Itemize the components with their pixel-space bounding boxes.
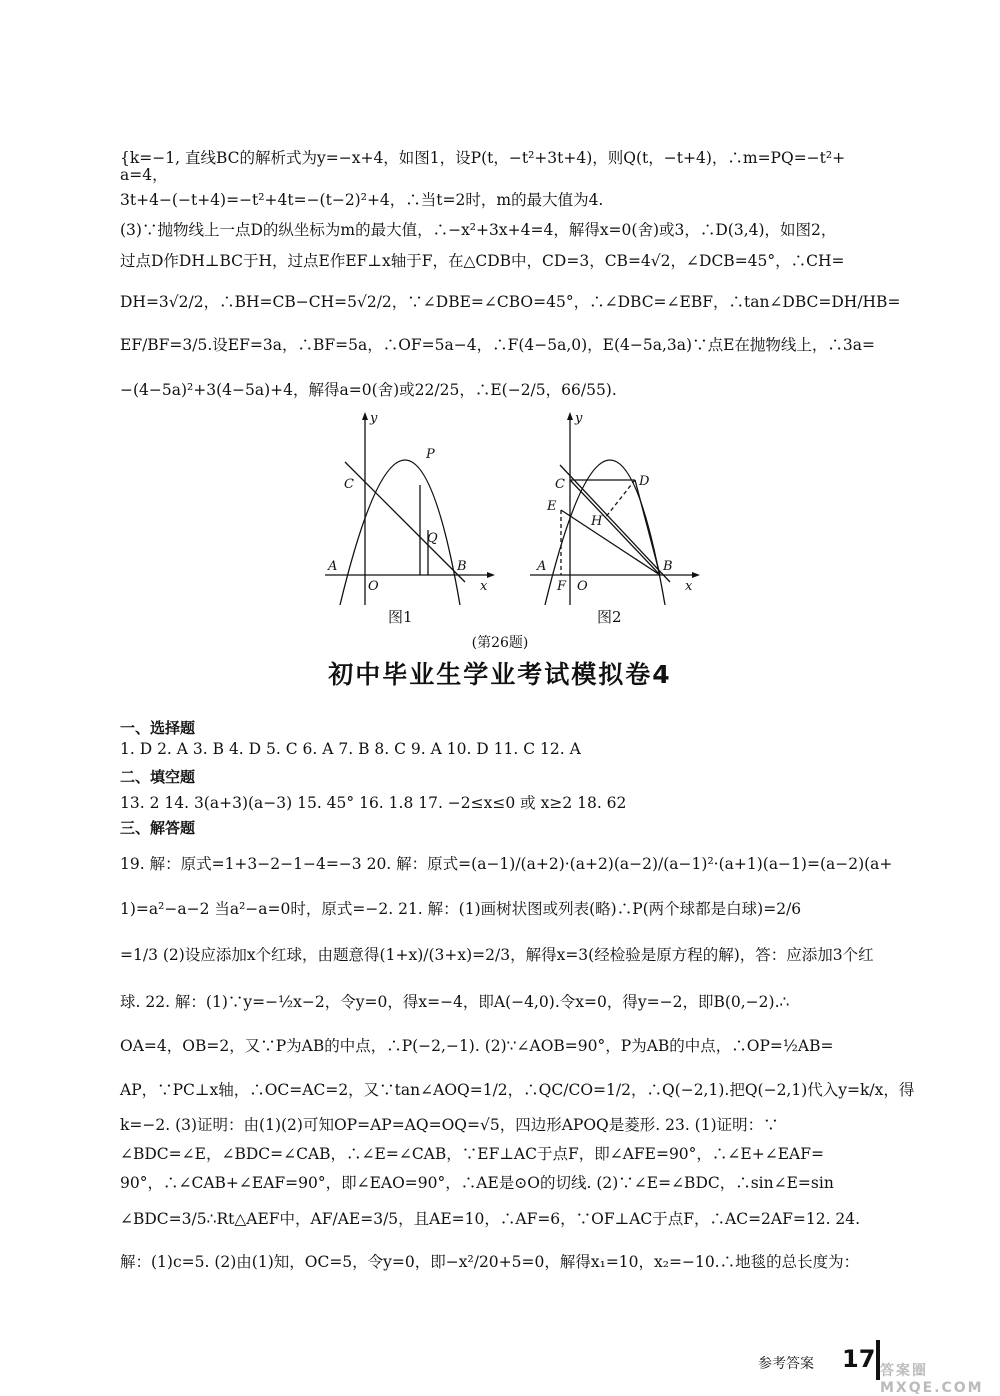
- footer-label: 参考答案: [758, 1356, 814, 1372]
- fig2-label-a: A: [537, 559, 547, 574]
- page-number: 17: [842, 1345, 876, 1373]
- solve-line-6: AP，∵PC⊥x轴，∴OC=AC=2，又∵tan∠AOQ=1/2，∴QC/CO=1/2，∴Q(−2,1).把Q(−2,1)代入y=k/x，得: [120, 1081, 915, 1099]
- watermark: 答案圈 MXQE.COM: [880, 1363, 984, 1396]
- fig2-label-e: E: [547, 499, 557, 514]
- fig2-label-y: y: [575, 411, 583, 426]
- choice-answers: 1. D 2. A 3. B 4. D 5. C 6. A 7. B 8. C 9. A 10. D 11. C 12. A: [120, 740, 581, 758]
- prev-line-4: (3)∵抛物线上一点D的纵坐标为m的最大值，∴−x²+3x+4=4，解得x=0(舍)或3，∴D(3,4)，如图2，: [120, 221, 837, 239]
- fig1-label-a: A: [328, 559, 338, 574]
- fig1-parabola: [340, 460, 460, 605]
- prev-line-6: DH=3√2/2，∴BH=CB−CH=5√2/2，∵∠DBE=∠CBO=45°，∴∠DBC=∠EBF，∴tan∠DBC=DH/HB=: [120, 293, 901, 311]
- fig1-label-b: B: [457, 559, 467, 574]
- exam-title: 初中毕业生学业考试模拟卷4: [328, 660, 672, 689]
- fig2-label-b: B: [663, 559, 673, 574]
- solve-line-5: OA=4，OB=2，又∵P为AB的中点，∴P(−2,−1). (2)∵∠AOB=90°，P为AB的中点，∴OP=½AB=: [120, 1037, 834, 1055]
- prev-line-5: 过点D作DH⊥BC于H，过点E作EF⊥x轴于F，在△CDB中，CD=3，CB=4√2，∠DCB=45°，∴CH=: [120, 252, 845, 270]
- solve-line-7: k=−2. (3)证明：由(1)(2)可知OP=AP=AQ=OQ=√5，四边形APOQ是菱形. 23. (1)证明：∵: [120, 1116, 779, 1134]
- fig2-label-h: H: [591, 514, 603, 529]
- prev-line-7: EF/BF=3/5.设EF=3a，∴BF=5a，∴OF=5a−4，∴F(4−5a,0)，E(4−5a,3a)∵点E在抛物线上，∴3a=: [120, 336, 875, 354]
- fig1-label-q: Q: [427, 531, 438, 546]
- fig2-label-o: O: [577, 579, 588, 594]
- fig2-label-x: x: [685, 579, 693, 594]
- figure-1: [320, 410, 500, 610]
- figure-2: [525, 410, 705, 610]
- solve-heading: 三、解答题: [120, 819, 196, 837]
- fig1-label-p: P: [426, 447, 435, 462]
- solve-line-1: 19. 解：原式=1+3−2−1−4=−3 20. 解：原式=(a−1)/(a+2)·(a+2)(a−2)/(a−1)²·(a+1)(a−1)=(a−2)(a+: [120, 855, 893, 873]
- fig1-label-y: y: [370, 411, 378, 426]
- fig2-label-c: C: [555, 477, 565, 492]
- prev-line-8: −(4−5a)²+3(4−5a)+4，解得a=0(舍)或22/25，∴E(−2/5，66/55).: [120, 381, 617, 399]
- fig2-line-cb: [560, 465, 670, 582]
- prev-line-1: {k=−1, 直线BC的解析式为y=−x+4，如图1，设P(t，−t²+3t+4)，则Q(t，−t+4)，∴m=PQ=−t²+: [120, 149, 846, 167]
- fig1-caption: 图1: [388, 608, 413, 626]
- fig2-segment-cb: [570, 480, 660, 575]
- solve-line-10: ∠BDC=3/5∴Rt△AEF中，AF/AE=3/5，且AE=10，∴AF=6，∵OF⊥AC于点F，∴AC=2AF=12. 24.: [120, 1210, 861, 1228]
- problem-caption: (第26题): [471, 635, 529, 651]
- fig2-label-d: D: [639, 474, 650, 489]
- prev-line-2: a=4，: [120, 166, 168, 184]
- fig2-segment-dh: [605, 480, 635, 518]
- solve-line-2: 1)=a²−a−2 当a²−a=0时，原式=−2. 21. 解：(1)画树状图或列表(略)∴P(两个球都是白球)=2/6: [120, 900, 802, 918]
- fig2-label-f: F: [557, 579, 567, 594]
- fill-answers: 13. 2 14. 3(a+3)(a−3) 15. 45° 16. 1.8 17. −2≤x≤0 或 x≥2 18. 62: [120, 794, 627, 812]
- solve-line-9: 90°，∴∠CAB+∠EAF=90°，即∠EAO=90°，∴AE是⊙O的切线. (2)∵∠E=∠BDC，∴sin∠E=sin: [120, 1174, 834, 1192]
- fig1-label-c: C: [344, 477, 354, 492]
- fig1-label-x: x: [480, 579, 488, 594]
- fill-heading: 二、填空题: [120, 768, 196, 786]
- fig1-label-o: O: [368, 579, 379, 594]
- solve-line-11: 解：(1)c=5. (2)由(1)知，OC=5，令y=0，即−x²/20+5=0，解得x₁=10，x₂=−10.∴地毯的总长度为：: [120, 1253, 860, 1271]
- solve-line-3: =1/3 (2)设应添加x个红球，由题意得(1+x)/(3+x)=2/3，解得x=3(经检验是原方程的解)，答：应添加3个红: [120, 946, 874, 964]
- solve-line-4: 球. 22. 解：(1)∵y=−½x−2，令y=0，得x=−4，即A(−4,0).令x=0，得y=−2，即B(0,−2).∴: [120, 993, 790, 1011]
- fig2-caption: 图2: [597, 608, 622, 626]
- choice-heading: 一、选择题: [120, 719, 196, 737]
- solve-line-8: ∠BDC=∠E，∠BDC=∠CAB，∴∠E=∠CAB，∵EF⊥AC于点F，即∠AFE=90°，∴∠E+∠EAF=: [120, 1145, 824, 1163]
- prev-line-3: 3t+4−(−t+4)=−t²+4t=−(t−2)²+4，∴当t=2时，m的最大值为4.: [120, 191, 604, 209]
